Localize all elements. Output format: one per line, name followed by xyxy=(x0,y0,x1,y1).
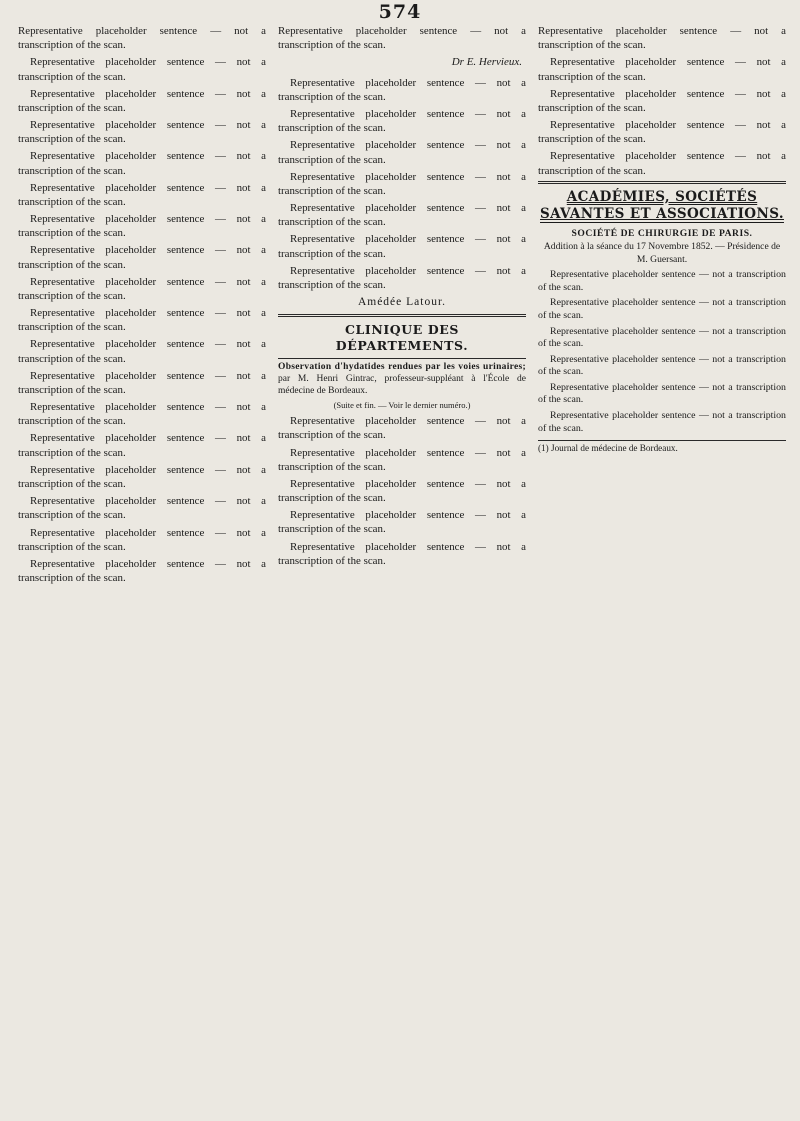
paragraph: Representative placeholder sentence — not a transcription of the scan. xyxy=(538,269,786,293)
page-number: 574 xyxy=(378,1,422,23)
paragraph: Representative placeholder sentence — not a transcription of the scan. xyxy=(18,495,266,522)
article-title: Observation d'hydatides rendues par les voies urinaires; xyxy=(278,362,526,373)
column-3 xyxy=(538,24,786,1112)
section-title: CLINIQUE DES DÉPARTEMENTS. xyxy=(335,321,469,354)
paragraph: Representative placeholder sentence — not a transcription of the scan. xyxy=(18,432,266,459)
paragraph: Representative placeholder sentence — not a transcription of the scan. xyxy=(538,297,786,321)
paragraph: Representative placeholder sentence — not a transcription of the scan. xyxy=(538,381,786,406)
paragraph: Representative placeholder sentence — not a transcription of the scan. xyxy=(538,410,786,434)
paragraph: Representative placeholder sentence — not a transcription of the scan. xyxy=(18,557,266,585)
paragraph: Representative placeholder sentence — not a transcription of the scan. xyxy=(18,526,266,553)
section-title: ACADÉMIES, SOCIÉTÉS SAVANTES ET ASSOCIATIONS. xyxy=(540,188,784,223)
paragraph: Representative placeholder sentence — not a transcription of the scan. xyxy=(278,415,526,442)
paragraph: Representative placeholder sentence — not a transcription of the scan. xyxy=(18,275,266,302)
paragraph: Representative placeholder sentence — not a transcription of the scan. xyxy=(18,338,266,365)
article-byline: par M. Henri Gintrac, professeur-suppléant à l'École de médecine de Bordeaux. xyxy=(278,374,526,397)
paragraph: Representative placeholder sentence — not a transcription of the scan. xyxy=(278,477,526,505)
paragraph: Representative placeholder sentence — not a transcription of the scan. xyxy=(18,213,266,240)
paragraph: Representative placeholder sentence — not a transcription of the scan. xyxy=(18,181,266,208)
article-heading xyxy=(278,362,526,398)
article-continuation-note: (Suite et fin. — Voir le dernier numéro.) xyxy=(333,400,471,411)
paragraph: Representative placeholder sentence — not a transcription of the scan. xyxy=(538,353,786,378)
paragraph: Representative placeholder sentence — not a transcription of the scan. xyxy=(278,139,526,166)
meeting-line: Addition à la séance du 17 Novembre 1852. — Présidence de M. Guersant. xyxy=(543,241,781,265)
paragraph: Representative placeholder sentence — not a transcription of the scan. xyxy=(18,401,266,428)
paragraph: Representative placeholder sentence — not a transcription of the scan. xyxy=(538,325,786,350)
column-1 xyxy=(18,24,266,1112)
column-2 xyxy=(278,24,526,1112)
paragraph: Representative placeholder sentence — not a transcription of the scan. xyxy=(278,540,526,567)
divider xyxy=(538,181,786,184)
paragraph: Representative placeholder sentence — not a transcription of the scan. xyxy=(278,76,526,103)
paragraph: Representative placeholder sentence — not a transcription of the scan. xyxy=(278,264,526,291)
paragraph: Representative placeholder sentence — not a transcription of the scan. xyxy=(278,509,526,536)
paragraph: Representative placeholder sentence — not a transcription of the scan. xyxy=(18,56,266,83)
paragraph: Representative placeholder sentence — not a transcription of the scan. xyxy=(18,87,266,114)
divider xyxy=(278,314,526,317)
paragraph: Representative placeholder sentence — not a transcription of the scan. xyxy=(538,25,786,52)
author-signature: Amédée Latour. xyxy=(357,296,447,309)
paragraph: Representative placeholder sentence — not a transcription of the scan. xyxy=(538,56,786,83)
paragraph: Representative placeholder sentence — not a transcription of the scan. xyxy=(278,170,526,197)
paragraph: Representative placeholder sentence — not a transcription of the scan. xyxy=(538,119,786,146)
paragraph: Representative placeholder sentence — not a transcription of the scan. xyxy=(18,307,266,334)
paragraph: Representative placeholder sentence — not a transcription of the scan. xyxy=(538,150,786,177)
footnote: (1) Journal de médecine de Bordeaux. xyxy=(538,440,786,455)
paragraph: Representative placeholder sentence — not a transcription of the scan. xyxy=(278,25,526,52)
paragraph: Representative placeholder sentence — not a transcription of the scan. xyxy=(18,369,266,396)
paragraph: Representative placeholder sentence — not a transcription of the scan. xyxy=(18,25,266,52)
paragraph: Representative placeholder sentence — not a transcription of the scan. xyxy=(538,87,786,114)
paragraph: Representative placeholder sentence — not a transcription of the scan. xyxy=(278,107,526,135)
society-name: SOCIÉTÉ DE CHIRURGIE DE PARIS. xyxy=(571,227,753,239)
paragraph: Representative placeholder sentence — not a transcription of the scan. xyxy=(278,202,526,229)
paragraph: Representative placeholder sentence — not a transcription of the scan. xyxy=(278,446,526,473)
society-report xyxy=(538,269,786,435)
paragraph: Representative placeholder sentence — not a transcription of the scan. xyxy=(18,150,266,177)
paragraph: Representative placeholder sentence — not a transcription of the scan. xyxy=(18,463,266,490)
author-signature: Dr E. Hervieux. xyxy=(451,56,522,69)
paragraph: Representative placeholder sentence — not a transcription of the scan. xyxy=(278,233,526,260)
paragraph: Representative placeholder sentence — not a transcription of the scan. xyxy=(18,244,266,271)
paragraph: Representative placeholder sentence — not a transcription of the scan. xyxy=(18,119,266,146)
three-column-layout xyxy=(18,24,786,1112)
divider xyxy=(278,358,526,359)
